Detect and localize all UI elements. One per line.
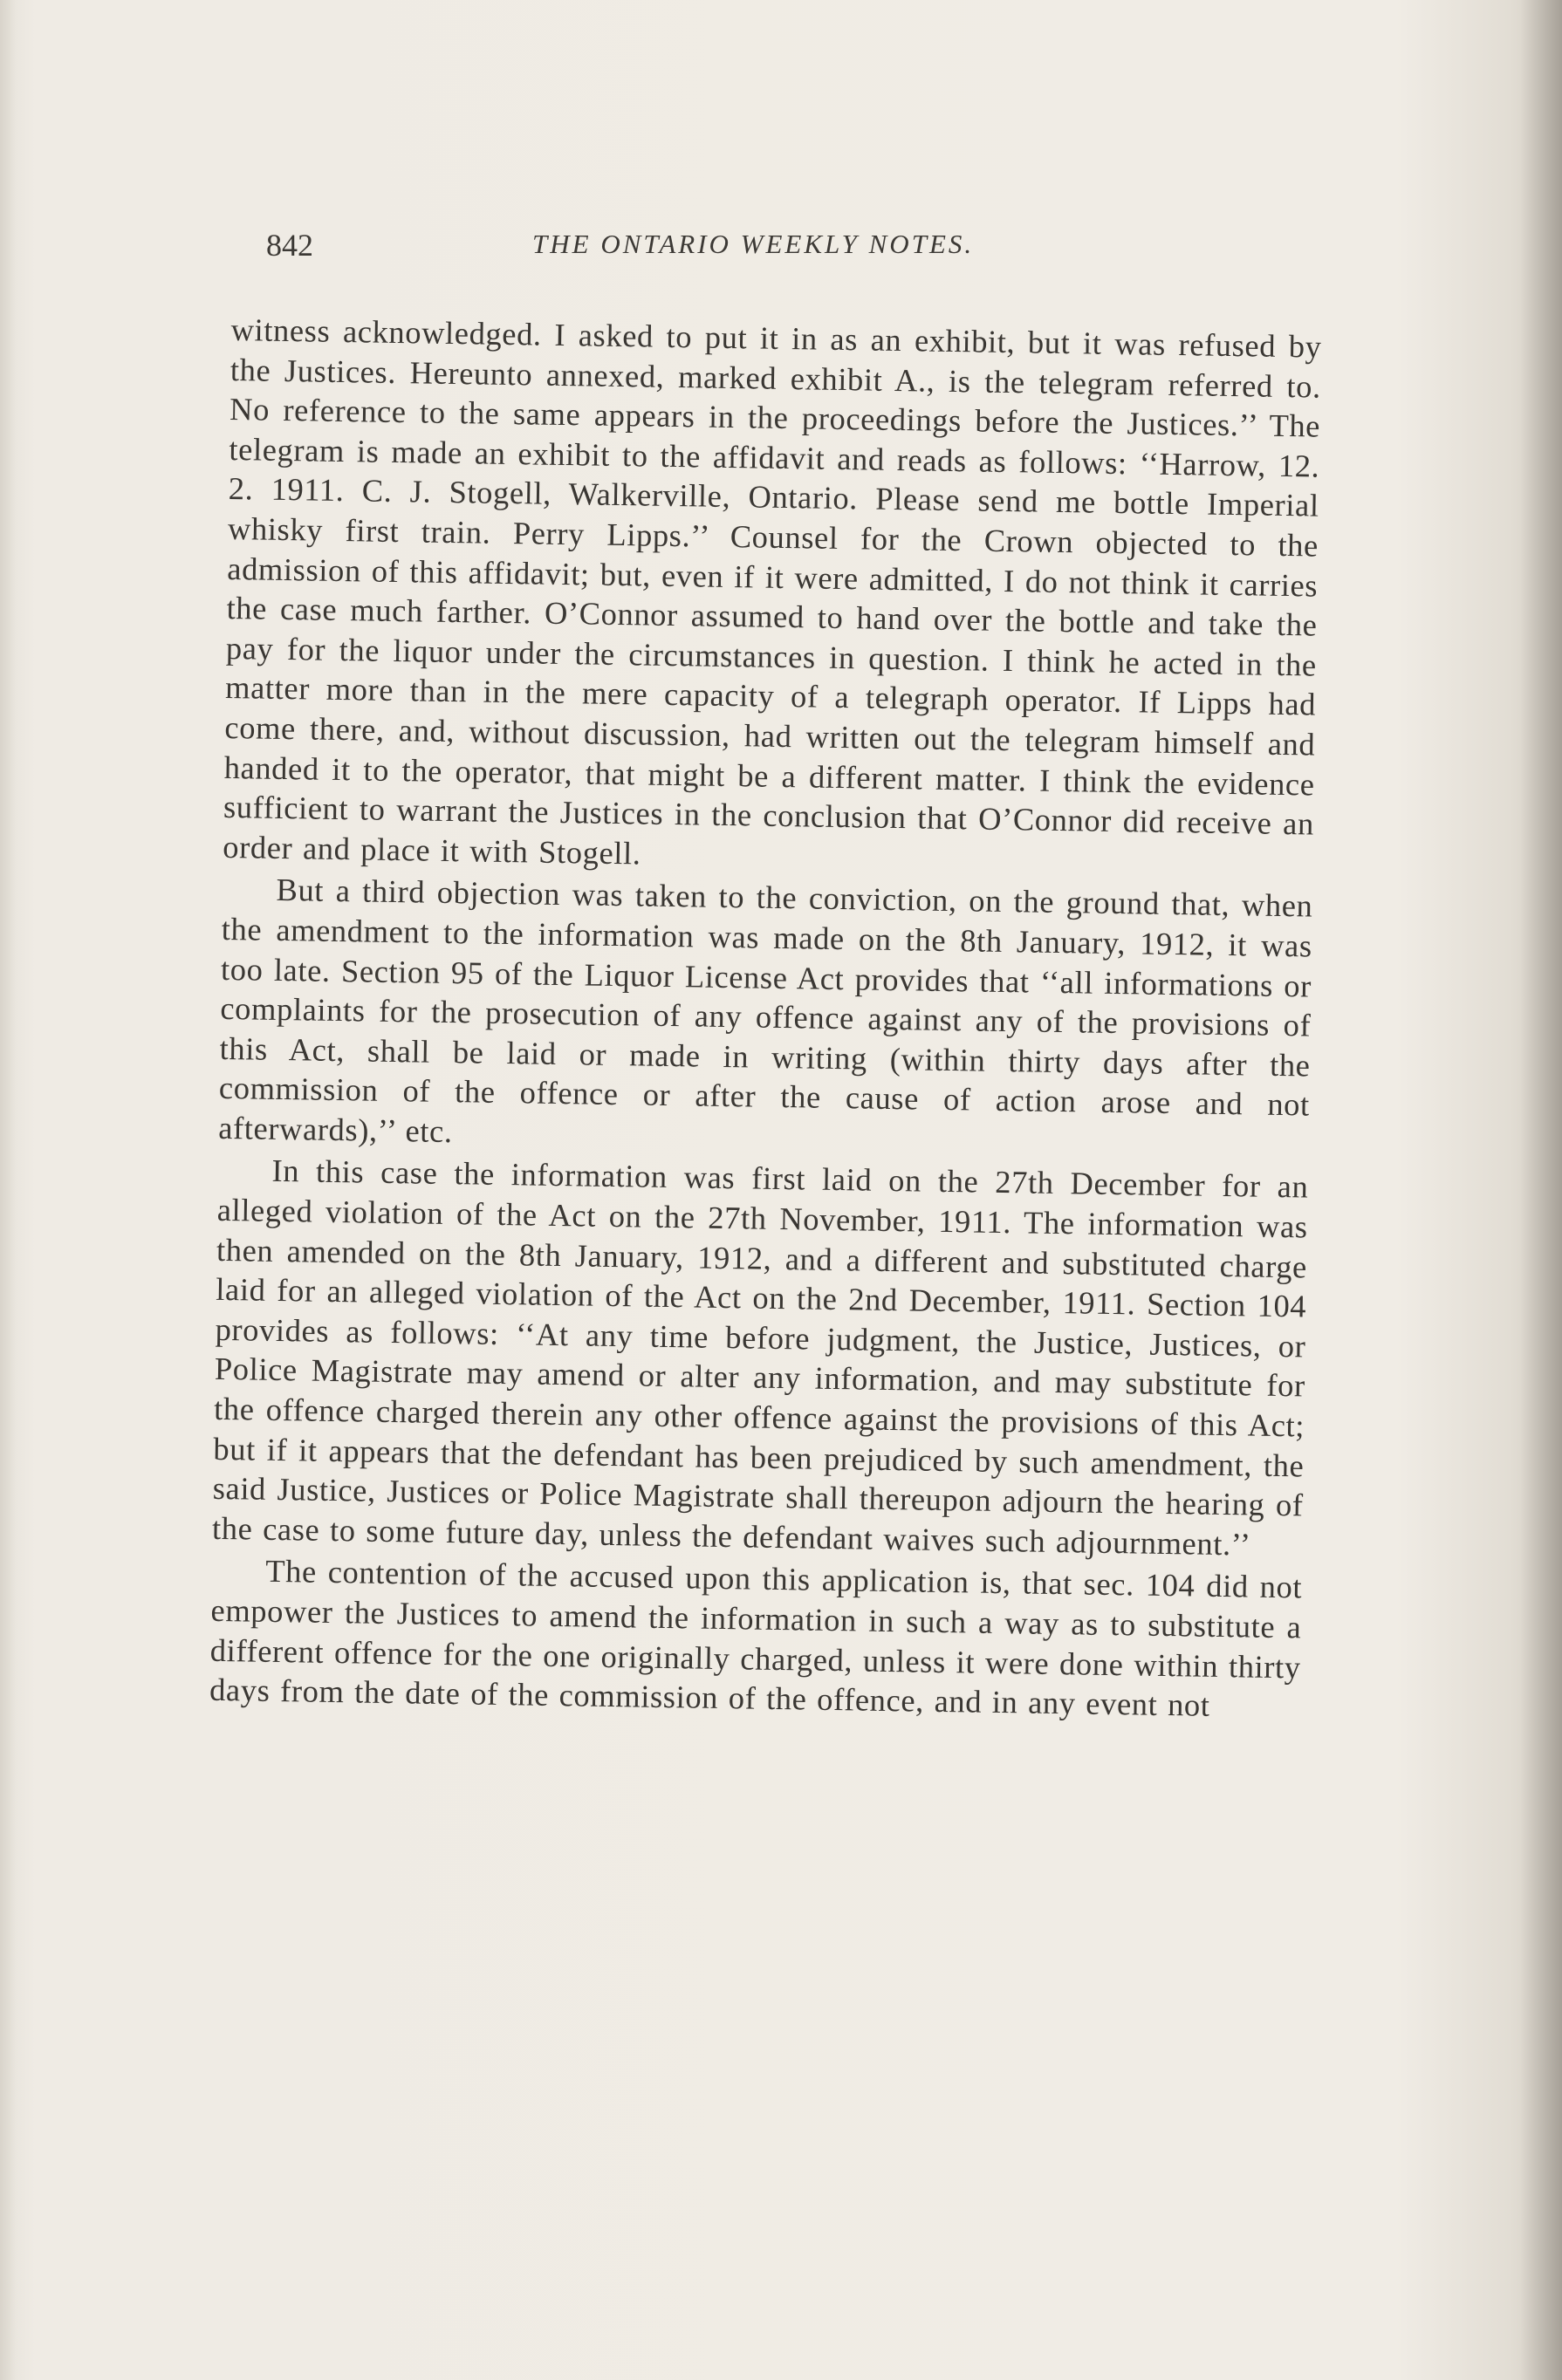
running-title: THE ONTARIO WEEKLY NOTES.: [532, 229, 975, 259]
page-left-edge-shadow: [0, 0, 16, 2380]
page-number: 842: [266, 228, 313, 263]
paragraph-continuation: witness acknowledged. I asked to put it in as an exhibit, but it was refused by the Justices. Hereunto annexed, marked exhibit A., is the telegram referred to. No reference to the same appears in the proceedings before the Justices.’’ The telegram is made an exhibit to the affidavit and reads as follows: ‘‘Harrow, 12. 2. 1911. C. J. Stogell, Walkerville, Ontario. Please send me bottle Imperial whisky first train. Perry Lipps.’’ Counsel for the Crown objected to the admission of this affidavit; but, even if it were admitted, I do not think it carries the case much farther. O’Connor assumed to hand over the bottle and take the pay for the liquor under the circumstances in question. I think he acted in the matter more than in the mere capacity of a telegraph operator. If Lipps had come there, and, without discussion, had written out the telegram himself and handed it to the operator, that might be a different matter. I think the evidence sufficient to warrant the Justices in the conclusion that O’Connor did receive an order and place it with Stogell.: [223, 311, 1322, 872]
page-header: [266, 227, 1296, 270]
body-text: [209, 310, 1322, 1727]
paragraph-information-amended: In this case the information was first laid on the 27th December for an alleged violation of the Act on the 27th November, 1911. The information was then amended on the 8th January, 1912, and a different and substituted charge laid for an alleged violation of the Act on the 2nd December, 1911. Section 104 provides as follows: ‘‘At any time before judgment, the Justice, Justices, or Police Magistrate may amend or alter any information, and may substitute for the offence charged therein any other offence against the provisions of this Act; but if it appears that the defendant has been prejudiced by such amendment, the said Justice, Justices or Police Magistrate shall thereupon adjourn the hearing of the case to some future day, unless the defendant waives such adjournment.’’: [211, 1152, 1309, 1563]
paragraph-third-objection: But a third objection was taken to the conviction, on the ground that, when the amendment to the information was made on the 8th January, 1912, it was too late. Section 95 of the Liquor License Act provides that ‘‘all informations or complaints for the prosecution of any offence against any of the provisions of this Act, shall be laid or made in writing (within thirty days after the commission of the offence or after the cause of action arose and not afterwards),’’ etc.: [217, 872, 1313, 1149]
paragraph-contention: The contention of the accused upon this application is, that sec. 104 did not empower the Justices to amend the information in such a way as to substitute a different offence for the one originally charged, unless it were done within thirty days from the date of the commission of the offence, and in any event not: [209, 1553, 1303, 1723]
page-gutter-shadow: [1520, 0, 1562, 2380]
